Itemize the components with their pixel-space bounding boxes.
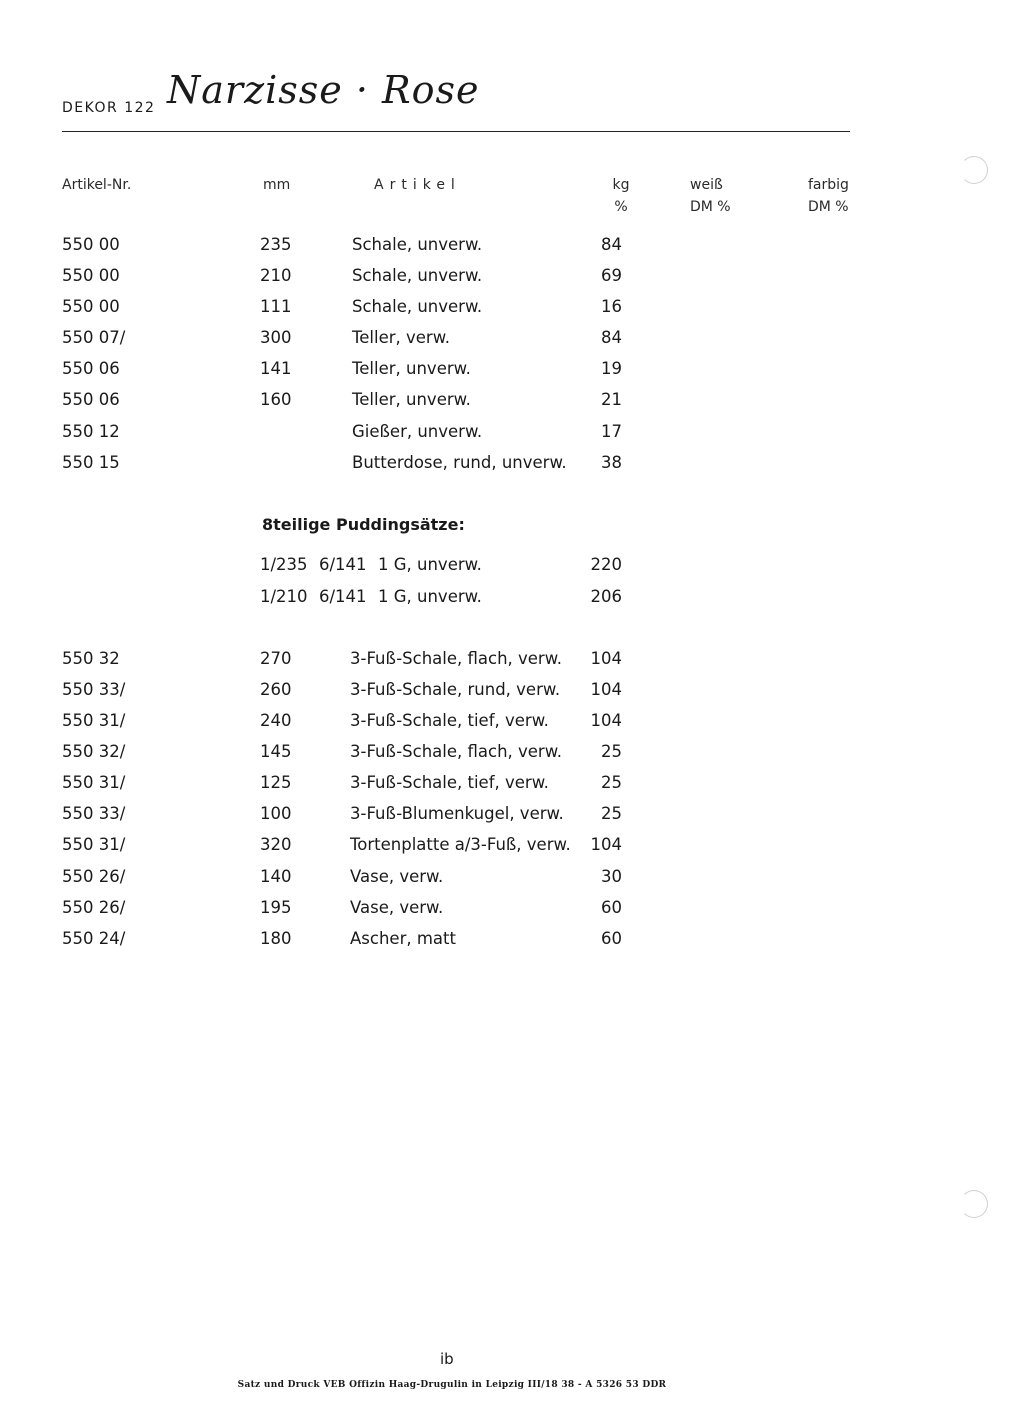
col-kg xyxy=(606,174,636,218)
printer-imprint: Satz und Druck VEB Offizin Haag-Drugulin in Leipzig III/18 38 - A 5326 53 DDR xyxy=(237,1380,667,1390)
weight-kg: 30 xyxy=(601,867,622,886)
size-mm: 270 xyxy=(260,649,292,668)
weight-kg: 25 xyxy=(601,773,622,792)
set-description: 1 G, unverw. xyxy=(378,587,482,606)
weight-kg: 104 xyxy=(590,680,622,699)
punch-hole-mark xyxy=(960,1190,988,1218)
article-name: Vase, verw. xyxy=(350,867,444,886)
article-number: 550 32/ xyxy=(62,742,126,761)
size-mm: 125 xyxy=(260,773,292,792)
col-mm: mm xyxy=(263,177,291,193)
weight-kg: 25 xyxy=(601,804,622,823)
article-number: 550 33/ xyxy=(62,680,126,699)
article-number: 550 00 xyxy=(62,266,120,285)
col-kg-label: kg xyxy=(612,177,630,193)
weight-kg: 104 xyxy=(590,711,622,730)
article-name: Tortenplatte a/3-Fuß, verw. xyxy=(350,835,571,854)
article-number: 550 00 xyxy=(62,235,120,254)
col-farbig-label: farbig xyxy=(808,177,849,193)
weight-kg: 69 xyxy=(601,266,622,285)
article-name: Schale, unverw. xyxy=(352,235,483,254)
article-name: Teller, unverw. xyxy=(352,359,471,378)
article-number: 550 31/ xyxy=(62,835,126,854)
article-number: 550 06 xyxy=(62,390,120,409)
article-name: Ascher, matt xyxy=(350,929,456,948)
weight-kg: 60 xyxy=(601,929,622,948)
header-rule xyxy=(62,131,850,132)
col-weiss xyxy=(690,174,731,218)
article-name: 3-Fuß-Schale, tief, verw. xyxy=(350,773,549,792)
set-part-b: 6/141 xyxy=(319,555,367,574)
set-part-a: 1/210 xyxy=(260,587,308,606)
article-number: 550 15 xyxy=(62,453,120,472)
dekor-label: DEKOR 122 xyxy=(62,100,156,116)
set-description: 1 G, unverw. xyxy=(378,555,482,574)
weight-kg: 25 xyxy=(601,742,622,761)
weight-kg: 220 xyxy=(590,555,622,574)
col-farbig xyxy=(808,174,849,218)
article-name: Butterdose, rund, unverw. xyxy=(352,453,567,472)
dekor-title: Narzisse · Rose xyxy=(167,68,480,112)
article-name: Schale, unverw. xyxy=(352,266,483,285)
article-number: 550 33/ xyxy=(62,804,126,823)
article-number: 550 12 xyxy=(62,422,120,441)
weight-kg: 21 xyxy=(601,390,622,409)
article-number: 550 31/ xyxy=(62,711,126,730)
weight-kg: 38 xyxy=(601,453,622,472)
article-number: 550 00 xyxy=(62,297,120,316)
article-name: 3-Fuß-Schale, tief, verw. xyxy=(350,711,549,730)
article-number: 550 32 xyxy=(62,649,120,668)
article-number: 550 26/ xyxy=(62,867,126,886)
article-name: Schale, unverw. xyxy=(352,297,483,316)
weight-kg: 104 xyxy=(590,835,622,854)
col-weiss-unit: DM % xyxy=(690,199,731,215)
size-mm: 320 xyxy=(260,835,292,854)
weight-kg: 104 xyxy=(590,649,622,668)
weight-kg: 19 xyxy=(601,359,622,378)
weight-kg: 84 xyxy=(601,235,622,254)
article-number: 550 26/ xyxy=(62,898,126,917)
size-mm: 195 xyxy=(260,898,292,917)
set-part-a: 1/235 xyxy=(260,555,308,574)
size-mm: 160 xyxy=(260,390,292,409)
col-weiss-label: weiß xyxy=(690,177,723,193)
punch-hole-mark xyxy=(960,156,988,184)
size-mm: 235 xyxy=(260,235,292,254)
article-name: Gießer, unverw. xyxy=(352,422,483,441)
article-name: Teller, verw. xyxy=(352,328,450,347)
size-mm: 140 xyxy=(260,867,292,886)
article-name: Teller, unverw. xyxy=(352,390,471,409)
weight-kg: 17 xyxy=(601,422,622,441)
article-name: 3-Fuß-Schale, rund, verw. xyxy=(350,680,561,699)
size-mm: 141 xyxy=(260,359,292,378)
size-mm: 260 xyxy=(260,680,292,699)
set-part-b: 6/141 xyxy=(319,587,367,606)
header xyxy=(62,66,850,130)
weight-kg: 60 xyxy=(601,898,622,917)
article-name: 3-Fuß-Schale, flach, verw. xyxy=(350,649,562,668)
article-name: 3-Fuß-Schale, flach, verw. xyxy=(350,742,562,761)
col-farbig-unit: DM % xyxy=(808,199,849,215)
article-number: 550 31/ xyxy=(62,773,126,792)
article-name: 3-Fuß-Blumenkugel, verw. xyxy=(350,804,564,823)
weight-kg: 206 xyxy=(590,587,622,606)
size-mm: 100 xyxy=(260,804,292,823)
pudding-title: 8teilige Puddingsätze: xyxy=(262,515,465,534)
size-mm: 111 xyxy=(260,297,292,316)
size-mm: 210 xyxy=(260,266,292,285)
col-kg-unit: % xyxy=(614,199,628,215)
weight-kg: 16 xyxy=(601,297,622,316)
article-number: 550 07/ xyxy=(62,328,126,347)
article-number: 550 24/ xyxy=(62,929,126,948)
weight-kg: 84 xyxy=(601,328,622,347)
size-mm: 240 xyxy=(260,711,292,730)
article-name: Vase, verw. xyxy=(350,898,444,917)
size-mm: 180 xyxy=(260,929,292,948)
article-number: 550 06 xyxy=(62,359,120,378)
col-artikel: Artikel xyxy=(374,177,461,193)
size-mm: 145 xyxy=(260,742,292,761)
size-mm: 300 xyxy=(260,328,292,347)
col-artikel-nr: Artikel-Nr. xyxy=(62,177,132,193)
printer-mark: ib xyxy=(440,1350,454,1368)
